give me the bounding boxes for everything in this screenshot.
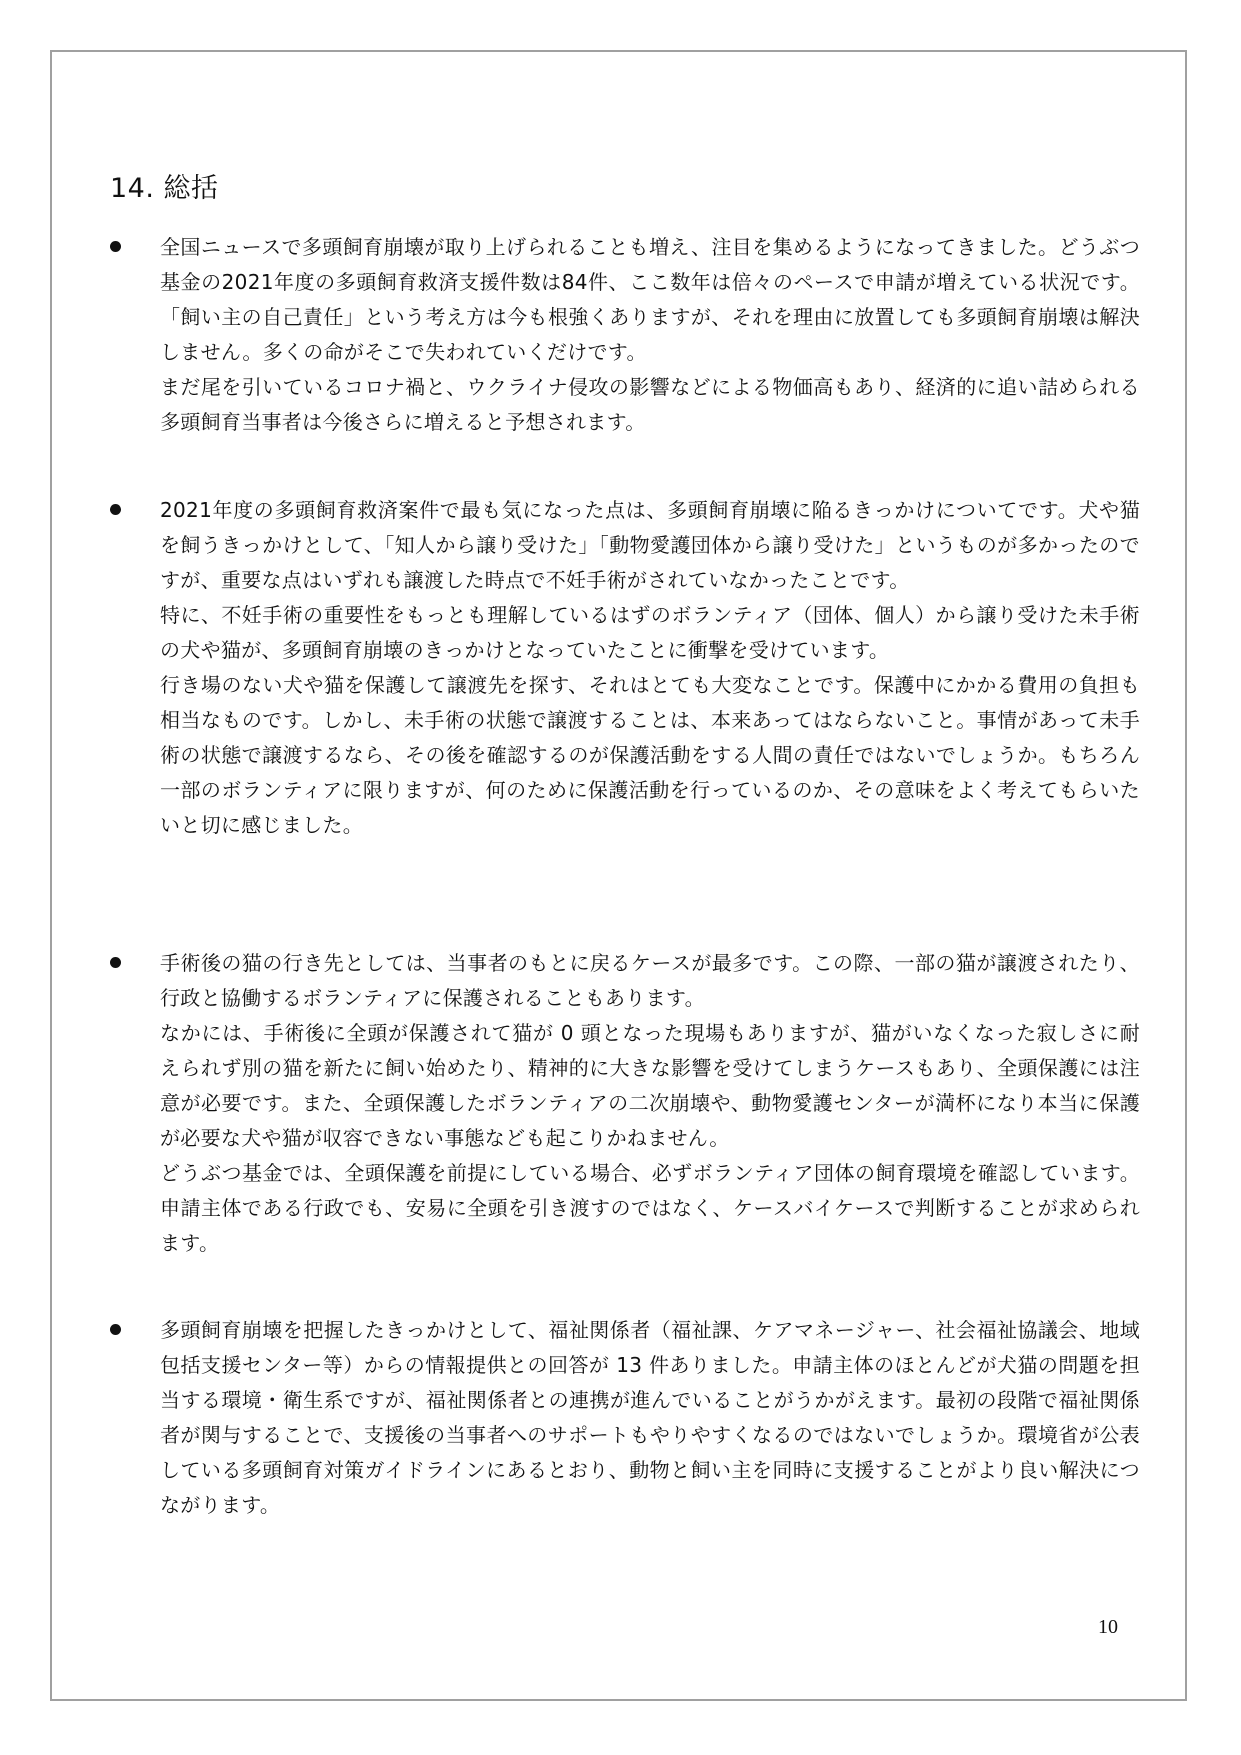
bullet-icon (110, 241, 121, 252)
bullet-item (110, 493, 1140, 843)
bullet-icon (110, 957, 121, 968)
paragraph: 2021年度の多頭飼育救済案件で最も気になった点は、多頭飼育崩壊に陥るきっかけについてです。犬や猫を飼うきっかけとして、「知人から譲り受けた」「動物愛護団体から譲り受けた」というものが多かったのですが、重要な点はいずれも譲渡した時点で不妊手術がされていなかったことです。 (160, 498, 1140, 592)
page-number: 10 (1098, 1616, 1118, 1638)
paragraph: どうぶつ基金では、全頭保護を前提にしている場合、必ずボランティア団体の飼育環境を確認しています。申請主体である行政でも、安易に全頭を引き渡すのではなく、ケースバイケースで判断することが求められます。 (160, 1161, 1140, 1255)
bullet-icon (110, 1324, 121, 1335)
paragraph: 手術後の猫の行き先としては、当事者のもとに戻るケースが最多です。この際、一部の猫が譲渡されたり、行政と協働するボランティアに保護されることもあります。 (160, 951, 1140, 1010)
bullet-icon (110, 504, 121, 515)
paragraph: なかには、手術後に全頭が保護されて猫が 0 頭となった現場もありますが、猫がいなくなった寂しさに耐えられず別の猫を新たに飼い始めたり、精神的に大きな影響を受けてしまうケースもあり、全頭保護には注意が必要です。また、全頭保護したボランティアの二次崩壊や、動物愛護センターが満杯になり本当に保護が必要な犬や猫が収容できない事態なども起こりかねません。 (160, 1021, 1140, 1150)
bullet-item (110, 946, 1140, 1261)
paragraph: まだ尾を引いているコロナ禍と、ウクライナ侵攻の影響などによる物価高もあり、経済的に追い詰められる多頭飼育当事者は今後さらに増えると予想されます。 (160, 375, 1140, 434)
paragraph: 特に、不妊手術の重要性をもっとも理解しているはずのボランティア（団体、個人）から譲り受けた未手術の犬や猫が、多頭飼育崩壊のきっかけとなっていたことに衝撃を受けています。 (160, 603, 1140, 662)
bullet-item (110, 1313, 1140, 1523)
paragraph: 多頭飼育崩壊を把握したきっかけとして、福祉関係者（福祉課、ケアマネージャー、社会福祉協議会、地域包括支援センター等）からの情報提供との回答が 13 件ありました。申請主体のほとんどが犬猫の問題を担当する環境・衛生系ですが、福祉関係者との連携が進んでいることがうかがえます。最初の段階で福祉関係者が関与することで、支援後の当事者へのサポートもやりやすくなるのではないでしょうか。環境省が公表している多頭飼育対策ガイドラインにあるとおり、動物と飼い主を同時に支援することがより良い解決につながります。 (160, 1318, 1140, 1517)
bullet-item (110, 230, 1140, 440)
paragraph: 全国ニュースで多頭飼育崩壊が取り上げられることも増え、注目を集めるようになってきました。どうぶつ基金の2021年度の多頭飼育救済支援件数は84件、ここ数年は倍々のペースで申請が増えている状況です。「飼い主の自己責任」という考え方は今も根強くありますが、それを理由に放置しても多頭飼育崩壊は解決しません。多くの命がそこで失われていくだけです。 (160, 235, 1140, 364)
section-title: 14. 総括 (110, 173, 219, 204)
paragraph: 行き場のない犬や猫を保護して譲渡先を探す、それはとても大変なことです。保護中にかかる費用の負担も相当なものです。しかし、未手術の状態で譲渡することは、本来あってはならないこと。事情があって未手術の状態で譲渡するなら、その後を確認するのが保護活動をする人間の責任ではないでしょうか。もちろん一部のボランティアに限りますが、何のために保護活動を行っているのか、その意味をよく考えてもらいたいと切に感じました。 (160, 673, 1140, 837)
